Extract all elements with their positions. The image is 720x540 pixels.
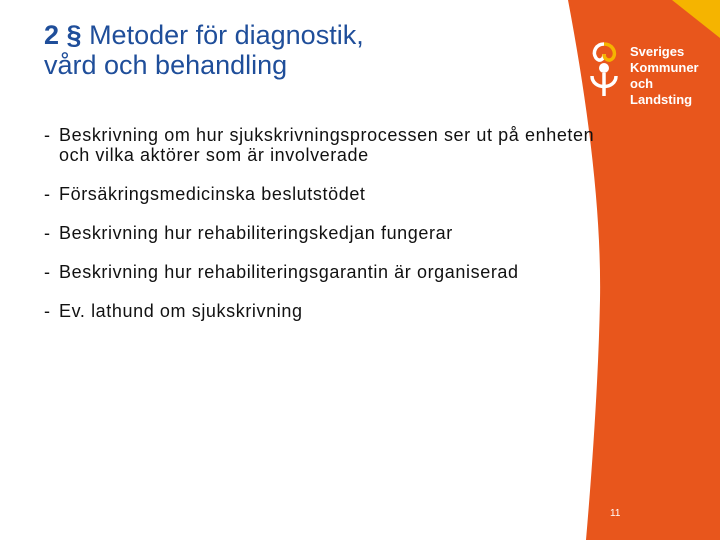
skl-emblem-icon <box>582 40 626 100</box>
page-number: 11 <box>610 508 621 519</box>
bullet-item: - Ev. lathund om sjukskrivning <box>44 301 303 321</box>
skl-logo-text <box>630 44 712 108</box>
title-number: 2 § <box>44 20 82 50</box>
bullet-text: Beskrivning hur rehabiliteringskedjan fungerar <box>59 223 453 243</box>
bullet-item: - Beskrivning hur rehabiliteringskedjan fungerar <box>44 223 453 243</box>
bullet-text: Beskrivning om hur sjukskrivningsprocessen ser ut på enheten och vilka aktörer som är involverade <box>59 125 595 165</box>
bullet-text: Försäkringsmedicinska beslutstödet <box>59 184 366 204</box>
title-line-2: vård och behandling <box>44 50 288 80</box>
bullet-item: - Beskrivning hur rehabiliteringsgarantin är organiserad <box>44 262 519 282</box>
logo-line: Sveriges <box>630 44 685 59</box>
logo-line: Kommuner <box>630 60 699 75</box>
bullet-item: - Försäkringsmedicinska beslutstödet <box>44 184 366 204</box>
bullet-item: - Beskrivning om hur sjukskrivningsprocessen ser ut på enheten och vilka aktörer som är involverade <box>44 125 595 165</box>
bullet-text: Beskrivning hur rehabiliteringsgarantin är organiserad <box>59 262 519 282</box>
bullet-list <box>44 125 604 321</box>
slide-title <box>44 20 364 80</box>
logo-line: och Landsting <box>630 76 693 107</box>
skl-logo <box>582 40 712 107</box>
title-line-1: Metoder för diagnostik, <box>89 20 364 50</box>
bullet-text: Ev. lathund om sjukskrivning <box>59 301 303 321</box>
